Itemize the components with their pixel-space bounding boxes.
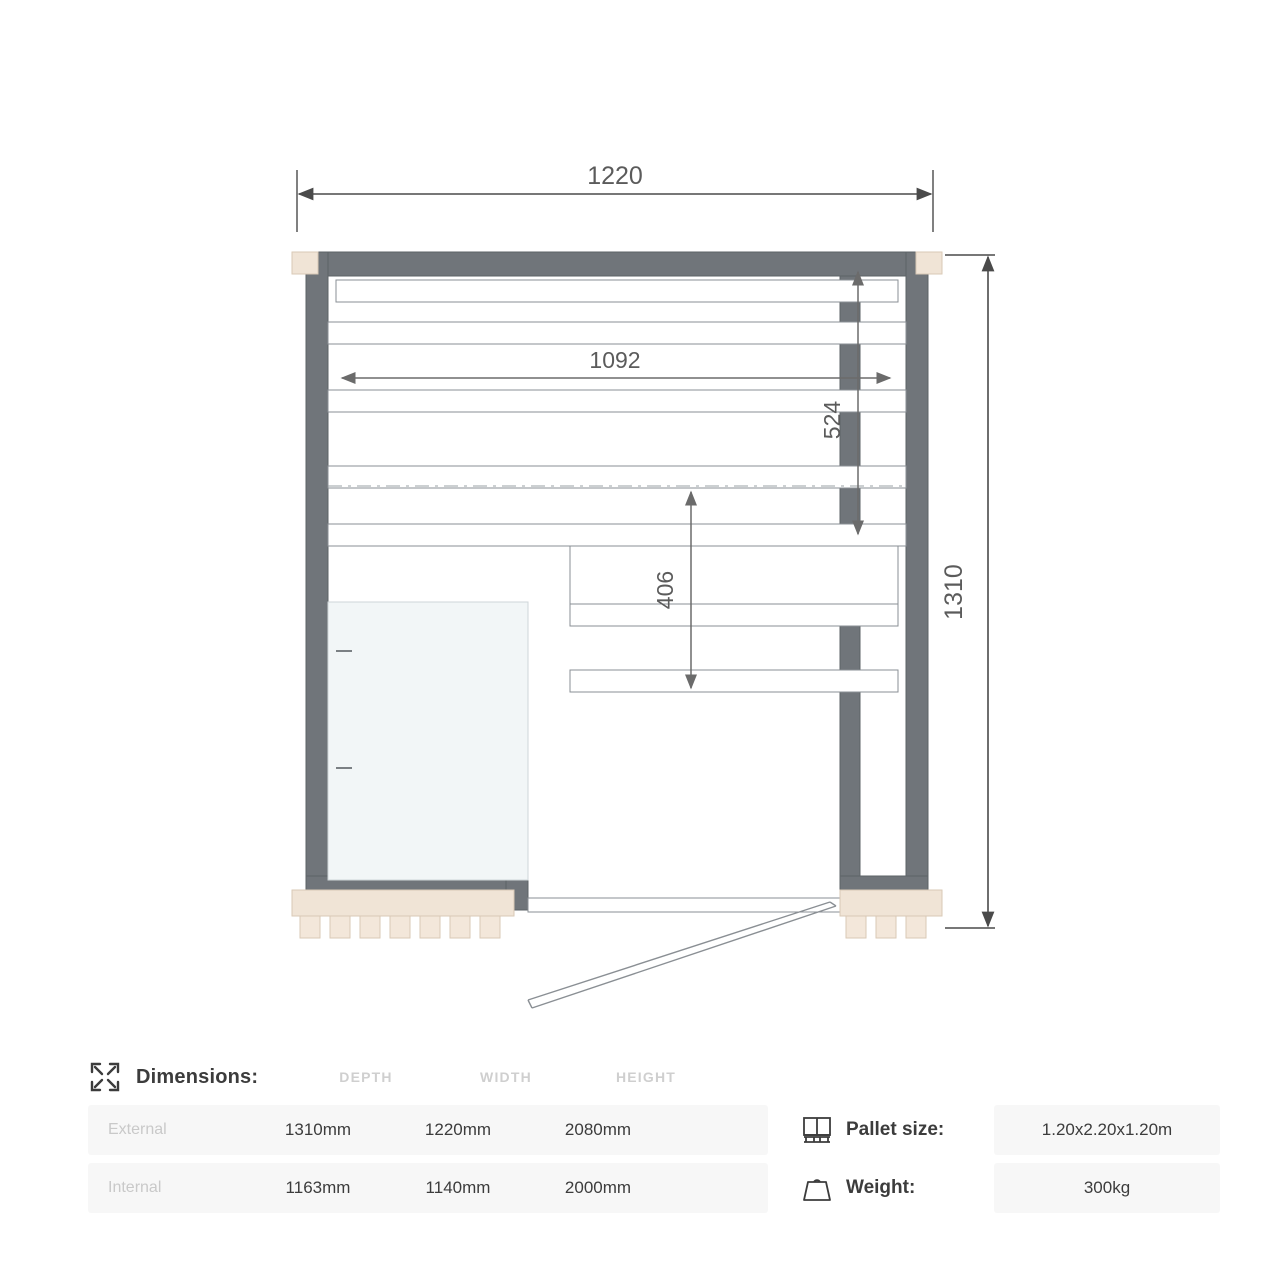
row-label-internal: Internal <box>108 1179 162 1196</box>
column-header-depth: DEPTH <box>339 1069 393 1085</box>
svg-text:1310: 1310 <box>940 564 968 620</box>
weight-label: Weight: <box>846 1177 916 1198</box>
expand-arrows-icon <box>88 1060 122 1094</box>
weight-icon <box>800 1171 834 1205</box>
external-width-value: 1220mm <box>424 1120 492 1139</box>
weight-value: 300kg <box>994 1163 1220 1213</box>
row-label-external: External <box>108 1121 167 1138</box>
pallet-size-row <box>800 1105 1220 1155</box>
svg-text:406: 406 <box>652 570 678 610</box>
internal-depth-value: 1163mm <box>285 1178 351 1197</box>
specifications-panel <box>0 1035 1280 1280</box>
pallet-size-label: Pallet size: <box>846 1119 945 1140</box>
internal-width-value: 1140mm <box>425 1178 491 1197</box>
column-header-width: WIDTH <box>480 1069 532 1085</box>
pallet-size-value: 1.20x2.20x1.20m <box>994 1105 1220 1155</box>
dimension-overall-height <box>940 255 995 928</box>
svg-text:1092: 1092 <box>589 347 641 373</box>
svg-text:1220: 1220 <box>587 162 643 190</box>
external-height-value: 2080mm <box>564 1120 632 1139</box>
pallet-icon <box>800 1113 834 1147</box>
door-swing <box>528 902 836 1008</box>
table-row <box>88 1163 768 1213</box>
dimensions-header <box>88 1055 768 1099</box>
dimension-overall-width <box>297 162 933 232</box>
table-row <box>88 1105 768 1155</box>
dimensions-title: Dimensions: <box>136 1065 259 1088</box>
glass-panel <box>328 602 528 880</box>
internal-height-value: 2000mm <box>564 1178 632 1197</box>
svg-text:524: 524 <box>819 400 845 440</box>
weight-row <box>800 1163 1220 1213</box>
column-header-height: HEIGHT <box>615 1069 677 1085</box>
external-depth-value: 1310mm <box>284 1120 352 1139</box>
